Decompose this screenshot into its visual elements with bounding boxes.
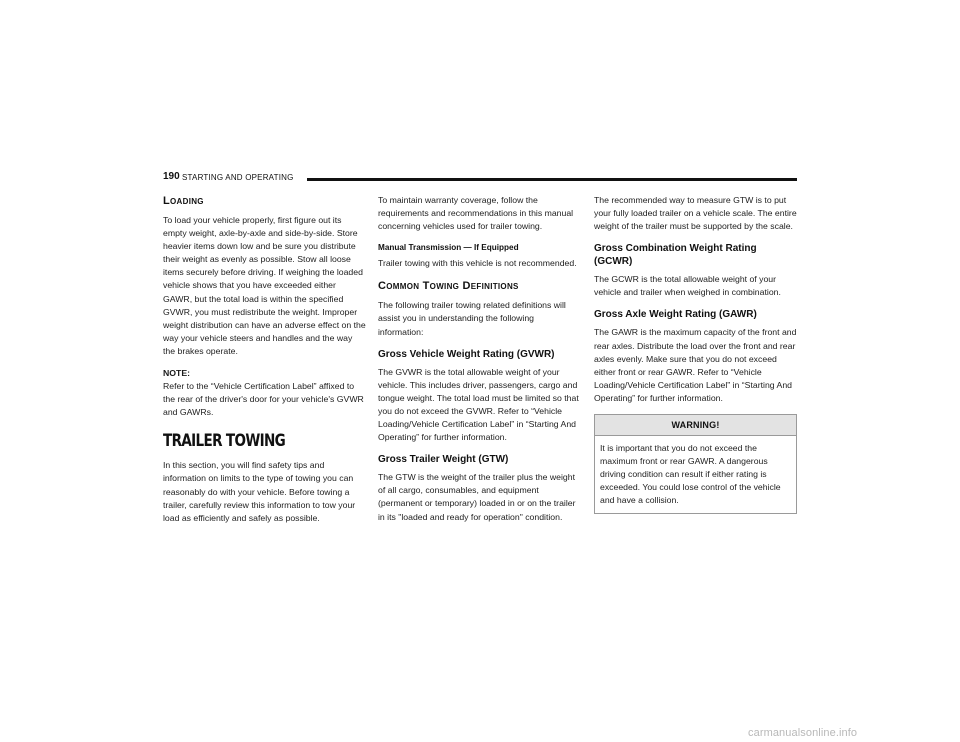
scale-paragraph: The recommended way to measure GTW is to put your fully loaded trailer on a vehicle scale. The entire weight of the trailer must be supported by the scale. xyxy=(594,195,797,232)
note-label: NOTE: xyxy=(163,368,191,379)
column-1 xyxy=(163,194,366,534)
gvwr-paragraph: The GVWR is the total allowable weight of your vehicle. This includes driver, passengers, cargo and tongue weight. The total load must be limited so that you do not exceed the GVWR. Refer to “Vehicle Loading/Vehicle Certification Label” in “Starting And Operating” for further information. xyxy=(378,366,579,443)
gcwr-paragraph: The GCWR is the total allowable weight of your vehicle and trailer when weighed in combination. xyxy=(594,274,781,298)
warranty-paragraph: To maintain warranty coverage, follow the requirements and recommendations in this manual concerning vehicles used for trailer towing. xyxy=(378,195,574,232)
trailer-towing-heading: TRAILER TOWING xyxy=(163,431,286,451)
trailer-towing-paragraph: In this section, you will find safety tips and information on limits to the type of towing you can reasonably do with your vehicle. Before towing a trailer, carefully review this information to tow your load as efficiently and safely as possible. xyxy=(163,460,356,523)
warning-title: WARNING! xyxy=(595,415,796,436)
warning-box xyxy=(594,414,797,513)
loading-paragraph: To load your vehicle properly, first figure out its empty weight, axle-by-axle and side-by-side. Store heavier items down low and be sure you distribute their weight as evenly as possible. Stow all loose items securely before driving. If weighing the loaded vehicle shows that you have exceeded either GAWR, but the total load is within the specified GVWR, you must redistribute the weight. Improper weight distribution can have an adverse effect on the way your vehicle steers and handles and the way the brakes operate. xyxy=(163,215,366,356)
warning-body xyxy=(595,436,796,512)
note-paragraph: Refer to the “Vehicle Certification Label” affixed to the rear of the driver's door for your vehicle's GVWR and GAWRs. xyxy=(163,381,364,418)
gawr-paragraph: The GAWR is the maximum capacity of the front and rear axles. Distribute the load over the front and rear axles evenly. Make sure that you do not exceed either front or rear GAWR. Refer to “Vehicle Loading/Vehicle Certification Label” in “Starting And Operating” for further information. xyxy=(594,327,797,403)
warning-text: It is important that you do not exceed the maximum front or rear GAWR. A dangerous driving condition can result if either rating is exceeded. You could lose control of the vehicle and have a collision. xyxy=(600,443,781,506)
page-header xyxy=(163,171,797,187)
gawr-heading: Gross Axle Weight Rating (GAWR) xyxy=(594,309,757,321)
definitions-paragraph: The following trailer towing related definitions will assist you in understanding the following information: xyxy=(378,300,566,337)
gcwr-heading: Gross Combination Weight Rating (GCWR) xyxy=(594,243,757,268)
manual-transmission-heading: Manual Transmission — If Equipped xyxy=(378,243,519,253)
loading-heading: Loading xyxy=(163,195,204,207)
header-rule xyxy=(307,178,797,181)
manual-transmission-paragraph: Trailer towing with this vehicle is not recommended. xyxy=(378,258,577,269)
gvwr-heading: Gross Vehicle Weight Rating (GVWR) xyxy=(378,348,555,360)
watermark: carmanualsonline.info xyxy=(748,727,858,739)
page-number: 190 xyxy=(163,171,180,182)
gtw-paragraph: The GTW is the weight of the trailer plus the weight of all cargo, consumables, and equipment (permanent or temporary) loaded in or on the trailer in its "loaded and ready for operation" condition. xyxy=(378,472,576,522)
column-2 xyxy=(378,194,581,533)
gtw-heading: Gross Trailer Weight (GTW) xyxy=(378,454,509,466)
definitions-heading: Common Towing Definitions xyxy=(378,280,519,293)
section-title: STARTING AND OPERATING xyxy=(182,173,294,182)
column-3 xyxy=(594,194,797,514)
